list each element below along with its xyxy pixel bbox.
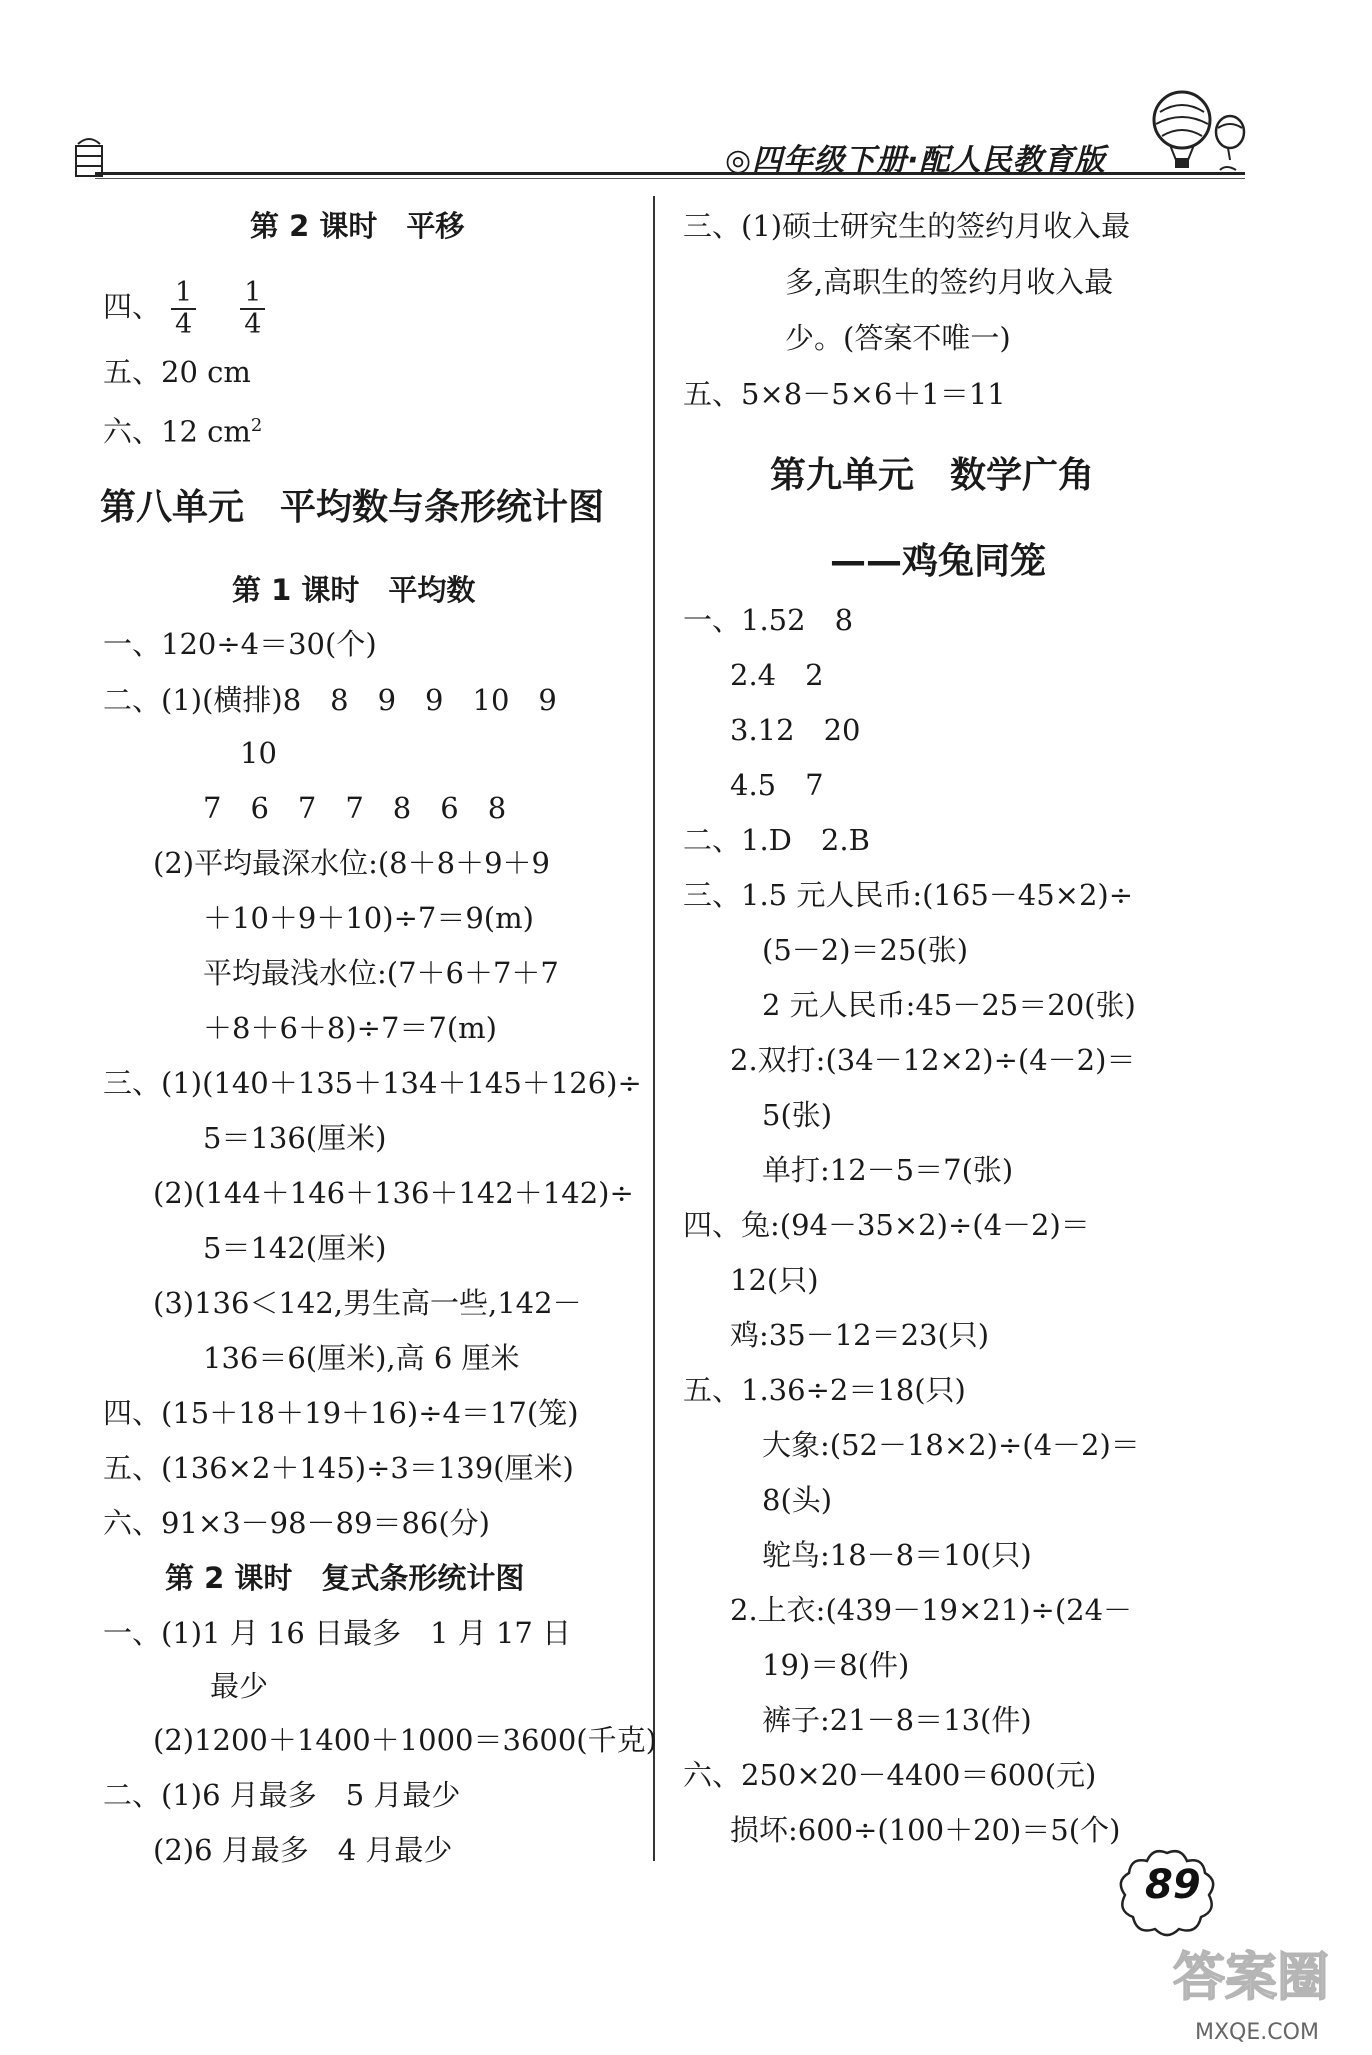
- answer-line: 136＝6(厘米),高 6 厘米: [203, 1341, 520, 1375]
- answer-line: 裤子:21－8＝13(件): [762, 1703, 1032, 1737]
- answer-line: 7 6 7 7 8 6 8: [203, 791, 507, 825]
- answer-line: 四、兔:(94－35×2)÷(4－2)＝: [683, 1208, 1090, 1242]
- unit-heading-9: 第九单元 数学广角: [770, 455, 1095, 496]
- unit-subheading: ——鸡兔同笼: [830, 541, 1047, 582]
- answer-line: 一、(1)1 月 16 日最多 1 月 17 日: [103, 1616, 572, 1650]
- fraction-2-denominator: 4: [244, 308, 262, 340]
- answer-line: 鸡:35－12＝23(只): [730, 1318, 990, 1352]
- answer-line: 一、1.52 8: [683, 603, 854, 637]
- lesson-heading-translation: 第 2 课时 平移: [250, 209, 465, 243]
- answer-line: (2)(144＋146＋136＋142＋142)÷: [153, 1176, 634, 1210]
- fraction-2-numerator: 1: [240, 278, 265, 310]
- answer-line: 10: [240, 736, 277, 770]
- watermark-url: MXQE.COM: [1195, 2020, 1319, 2045]
- answer-line: 二、(1)6 月最多 5 月最少: [103, 1778, 461, 1812]
- fraction-1-numerator: 1: [171, 278, 196, 310]
- answer-line: 5＝142(厘米): [203, 1231, 387, 1265]
- answer-line: 12(只): [730, 1263, 819, 1297]
- answer-line: 2.双打:(34－12×2)÷(4－2)＝: [730, 1043, 1136, 1077]
- fraction-1: [171, 278, 196, 339]
- answer-line: 五、5×8－5×6＋1＝11: [683, 377, 1006, 411]
- watermark-text: 答案圈: [1173, 1948, 1330, 2008]
- answer-line: (2)6 月最多 4 月最少: [153, 1833, 453, 1867]
- answer-line: 三、1.5 元人民币:(165－45×2)÷: [683, 878, 1134, 912]
- answer-line: ＋10＋9＋10)÷7＝9(m): [203, 901, 534, 935]
- fraction-1-denominator: 4: [175, 308, 193, 340]
- answer-line: 少。(答案不唯一): [785, 321, 1011, 355]
- answer-line: 六、91×3－98－89＝86(分): [103, 1506, 490, 1540]
- answer-line: (3)136＜142,男生高一些,142－: [153, 1286, 582, 1320]
- fraction-2: [240, 278, 265, 339]
- answer-q4: [103, 278, 275, 339]
- answer-line: 8(头): [762, 1483, 833, 1517]
- answer-q4-label: 四、: [103, 289, 162, 324]
- answer-line: 六、250×20－4400＝600(元): [683, 1758, 1097, 1792]
- answer-q6-superscript: 2: [250, 415, 263, 436]
- answer-line: 五、1.36÷2＝18(只): [683, 1373, 966, 1407]
- answer-line: 一、120÷4＝30(个): [103, 627, 377, 661]
- answer-line: 损坏:600÷(100＋20)＝5(个): [730, 1813, 1121, 1847]
- answer-line: 三、(1)(140＋135＋134＋145＋126)÷: [103, 1066, 642, 1100]
- answer-line: 4.5 7: [730, 768, 824, 802]
- header-title: ◎四年级下册·配人民教育版: [725, 143, 1106, 178]
- header-rule: [95, 172, 1245, 175]
- answer-line: 3.12 20: [730, 713, 861, 747]
- unit-heading-8: 第八单元 平均数与条形统计图: [100, 487, 605, 528]
- answer-q6-text: 六、12 cm: [103, 414, 251, 449]
- answer-line: 鸵鸟:18－8＝10(只): [762, 1538, 1032, 1572]
- answer-line: (2)平均最深水位:(8＋8＋9＋9: [153, 846, 550, 880]
- lesson-heading-bar-chart: 第 2 课时 复式条形统计图: [165, 1561, 525, 1595]
- answer-line: 2.4 2: [730, 658, 824, 692]
- answer-line: 19)＝8(件): [762, 1648, 910, 1682]
- column-divider: [653, 196, 655, 1861]
- answer-line: 大象:(52－18×2)÷(4－2)＝: [762, 1428, 1140, 1462]
- answer-line: 2 元人民币:45－25＝20(张): [762, 988, 1136, 1022]
- answer-line: 二、1.D 2.B: [683, 823, 870, 857]
- answer-line: ＋8＋6＋8)÷7＝7(m): [203, 1011, 497, 1045]
- answer-line: 平均最浅水位:(7＋6＋7＋7: [203, 956, 559, 990]
- answer-line: 最少: [210, 1669, 269, 1703]
- answer-line: 5＝136(厘米): [203, 1121, 387, 1155]
- answer-q5: 五、20 cm: [103, 355, 251, 389]
- answer-line: 5(张): [762, 1098, 833, 1132]
- answer-line: 五、(136×2＋145)÷3＝139(厘米): [103, 1451, 574, 1485]
- lesson-heading-average: 第 1 课时 平均数: [232, 573, 476, 607]
- answer-line: (2)1200＋1400＋1000＝3600(千克): [153, 1723, 657, 1757]
- page-number: 89: [1145, 1862, 1201, 1908]
- hot-air-balloon-icon: [1140, 90, 1250, 180]
- answer-line: 单打:12－5＝7(张): [762, 1153, 1014, 1187]
- answer-line: 二、(1)(横排)8 8 9 9 10 9: [103, 683, 557, 717]
- answer-q6: [103, 406, 262, 452]
- answer-line: (5－2)＝25(张): [762, 933, 969, 967]
- header-rule-thin: [95, 178, 1245, 179]
- answer-line: 三、(1)硕士研究生的签约月收入最: [683, 209, 1131, 243]
- answer-line: 多,高职生的签约月收入最: [785, 265, 1114, 299]
- answer-line: 四、(15＋18＋19＋16)÷4＝17(笼): [103, 1396, 579, 1430]
- answer-line: 2.上衣:(439－19×21)÷(24－: [730, 1593, 1133, 1627]
